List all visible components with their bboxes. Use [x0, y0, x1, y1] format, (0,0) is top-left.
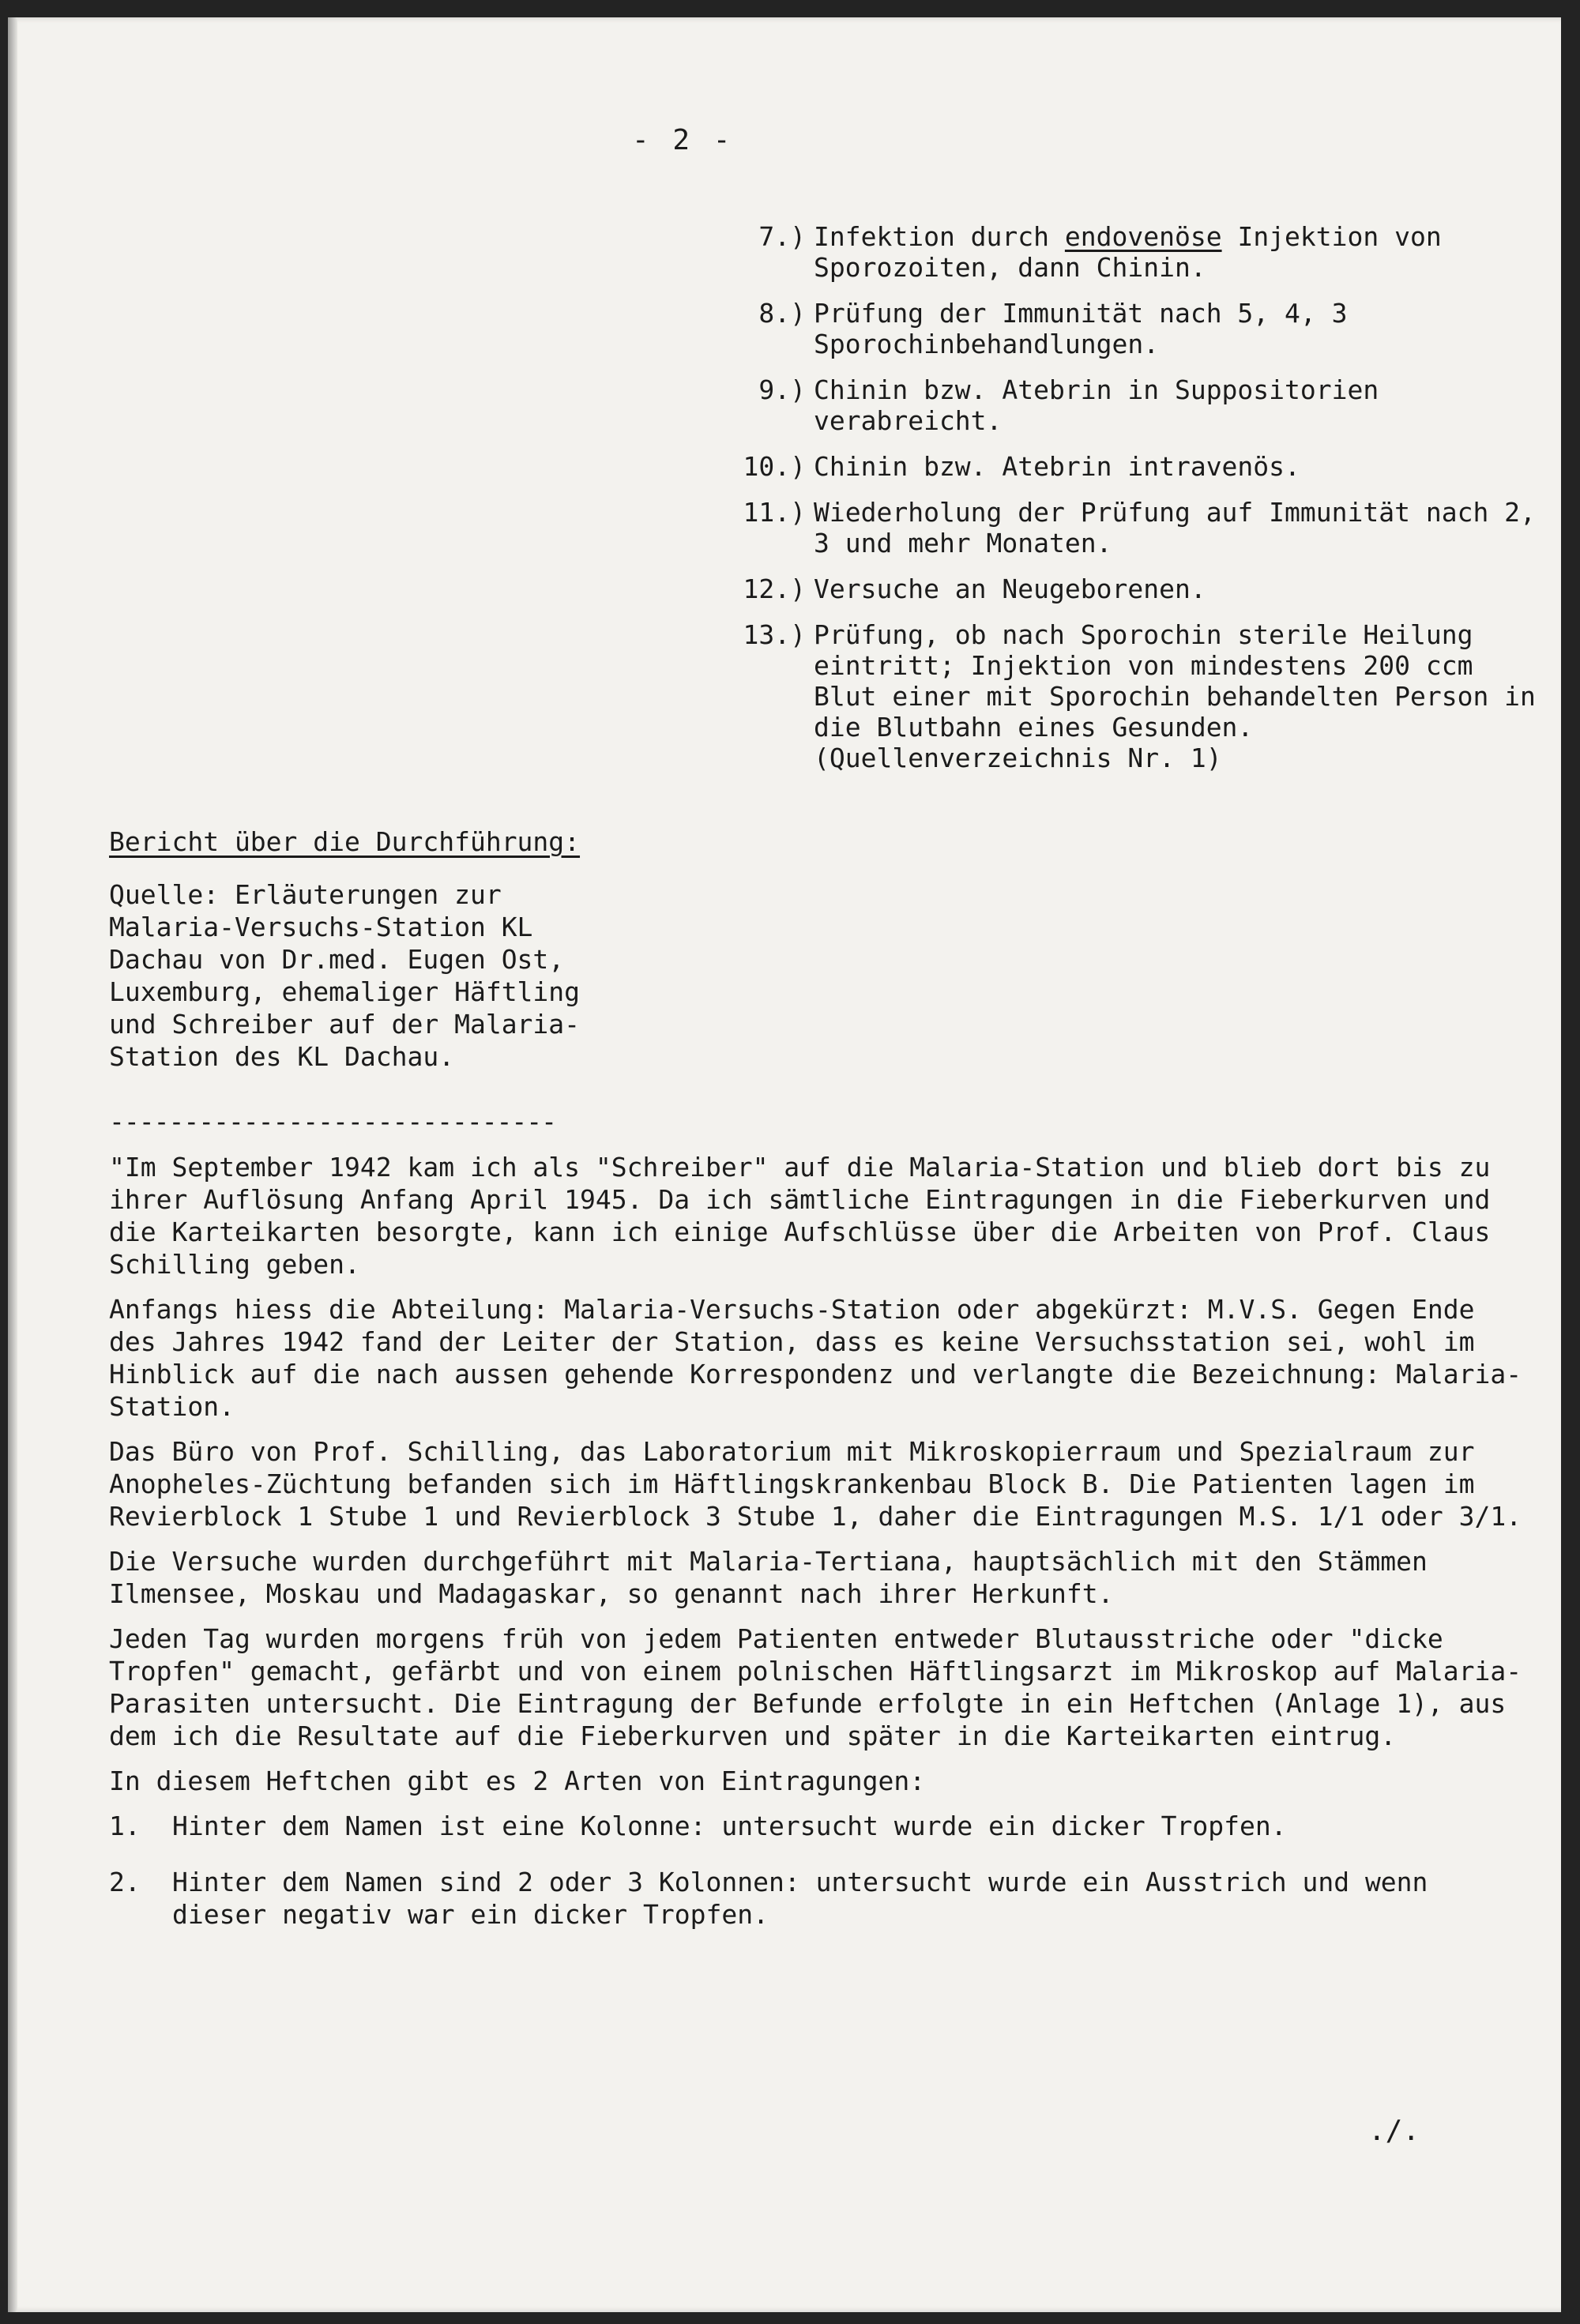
list-item: 9.) Chinin bzw. Atebrin in Suppositorien verabreicht. — [758, 374, 1379, 436]
paragraph: "Im September 1942 kam ich als "Schreiber" auf die Malaria-Station und blieb dort bis zu ihrer Auflösung Anfang April 1945. Da ich sämtliche Eintragungen in die Fieberkurven und die Karteikarten besorgte, kann ich einige Aufschlüsse über die Arbeiten von Prof. Claus Schilling geben. — [109, 1152, 1491, 1280]
paragraph: Die Versuche wurden durchgeführt mit Malaria-Tertiana, hauptsächlich mit den Stämmen Ilmensee, Moskau und Madagaskar, so genannt nach ihrer Herkunft. — [109, 1546, 1428, 1609]
experiment-list — [719, 221, 1540, 788]
dash-divider: ------------------------------ — [109, 1106, 557, 1137]
report-body — [109, 1151, 1531, 1954]
list-item: 10.) Chinin bzw. Atebrin intravenös. — [743, 451, 1300, 482]
entry-list-item: 2. Hinter dem Namen sind 2 oder 3 Kolonnen: untersucht wurde ein Ausstrich und wenn dieser negativ war ein dicker Tropfen. — [109, 1867, 1428, 1930]
paragraph: Das Büro von Prof. Schilling, das Laboratorium mit Mikroskopierraum und Spezialraum zur Anopheles-Züchtung befanden sich im Häftlingskrankenbau Block B. Die Patienten lagen im Revierblock 1 Stube 1 und Revierblock 3 Stube 1, daher die Eintragungen M.S. 1/1 oder 3/1. — [109, 1436, 1522, 1532]
paragraph: Jeden Tag wurden morgens früh von jedem Patienten entweder Blutausstriche oder "dicke Tropfen" gemacht, gefärbt und von einem polnischen Häftlingsarzt im Mikroskop auf Malaria-Parasiten untersucht. Die Eintragung der Befunde erfolgte in ein Heftchen (Anlage 1), aus dem ich die Resultate auf die Fieberkurven und später in die Karteikarten eintrug. — [109, 1623, 1522, 1751]
source-citation: Quelle: Erläuterungen zur Malaria-Versuchs-Station KL Dachau von Dr.med. Eugen Ost, Luxemburg, ehemaliger Häftling und Schreiber auf der Malaria-Station des KL Dachau. — [109, 879, 581, 1072]
list-item: 11.) Wiederholung der Prüfung auf Immunität nach 2, 3 und mehr Monaten. — [743, 497, 1536, 558]
document-page — [8, 17, 1561, 2312]
paragraph: In diesem Heftchen gibt es 2 Arten von Eintragungen: — [109, 1766, 926, 1796]
page-binding-edge — [8, 17, 17, 2312]
section-heading: Bericht über die Durchführung: — [109, 826, 581, 857]
list-item: 7.) Infektion durch endovenöse Injektion von Sporozoiten, dann Chinin. — [758, 221, 1442, 283]
list-item: 8.) Prüfung der Immunität nach 5, 4, 3 Sporochinbehandlungen. — [758, 298, 1348, 359]
paragraph: Anfangs hiess die Abteilung: Malaria-Versuchs-Station oder abgekürzt: M.V.S. Gegen Ende des Jahres 1942 fand der Leiter der Station, dass es keine Versuchsstation sei, wohl im Hinblick auf die nach aussen gehende Korrespondenz und verlangte die Bezeichnung: Malaria-Station. — [109, 1294, 1522, 1422]
entry-list-item: 1. Hinter dem Namen ist eine Kolonne: untersucht wurde ein dicker Tropfen. — [109, 1811, 1287, 1841]
list-item: 13.) Prüfung, ob nach Sporochin sterile Heilung eintritt; Injektion von mindestens 200 ccm Blut einer mit Sporochin behandelten Person in die Blutbahn eines Gesunden. (Quellenverzeichnis Nr. 1) — [743, 619, 1536, 773]
continuation-mark: ./. — [1368, 2115, 1420, 2147]
page-number: - 2 - — [632, 124, 734, 156]
list-item: 12.) Versuche an Neugeborenen. — [743, 573, 1206, 604]
